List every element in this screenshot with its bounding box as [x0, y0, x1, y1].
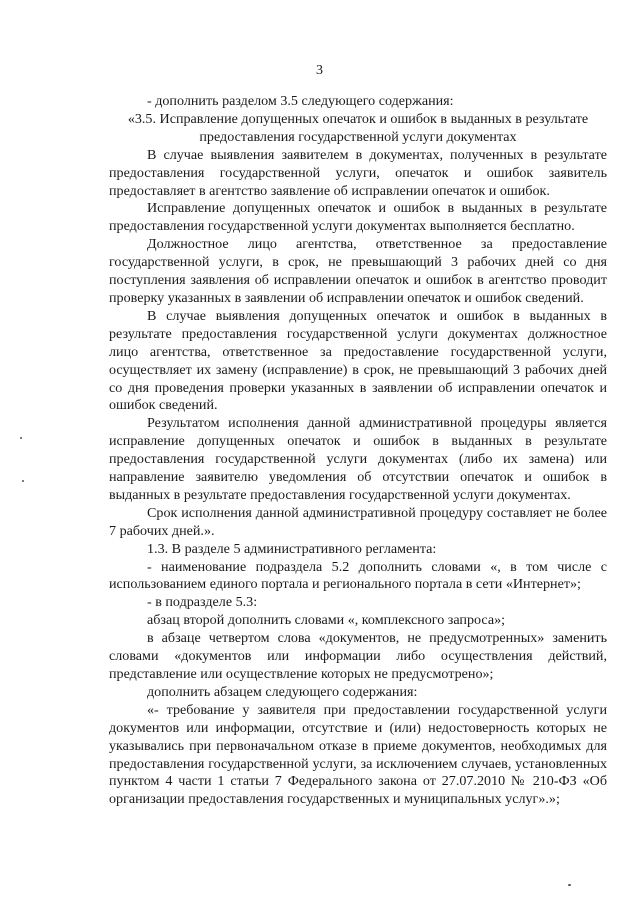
paragraph: - наименование подраздела 5.2 дополнить словами «, в том числе с использованием единого портала и регионального портала в сети «Интернет»; [109, 558, 607, 593]
paragraph: 1.3. В разделе 5 административного регламента: [147, 540, 437, 557]
paragraph: Результатом исполнения данной административной процедуры является исправление допущенных опечаток и ошибок в выданных в результате предоставления государственной услуги документах (либо их замена) или направление заявителю уведомления об отсутствии опечаток и ошибок в выданных в результате предоставления государственной услуги документах. [109, 415, 607, 503]
scan-speck [20, 437, 22, 439]
paragraph-intro: - дополнить разделом 3.5 следующего содержания: [147, 93, 454, 109]
paragraph: В случае выявления заявителем в документах, полученных в результате предоставления государственной услуги, опечаток и ошибок заявитель предоставляет в агентство заявление об исправлении опечаток и ошибок. [109, 146, 607, 199]
section-heading: «3.5. Исправление допущенных опечаток и ошибок в выданных в результате предоставления государственной услуги документах [127, 110, 589, 145]
paragraph: абзац второй дополнить словами «, комплексного запроса»; [147, 612, 506, 629]
page-number: 3 [316, 63, 323, 78]
scan-speck [568, 884, 571, 886]
paragraph: Должностное лицо агентства, ответственное за предоставление государственной услуги, в срок, не превышающий 3 рабочих дней со дня поступления заявления об исправлении опечаток и ошибок в агентство проводит проверку указанных в заявлении об исправлении опечаток и ошибок сведений. [109, 236, 607, 306]
paragraph: в абзаце четвертом слова «документов, не предусмотренных» заменить словами «документов или информации либо осуществления действий, представление или осуществление которых не предусмотрено»; [109, 630, 607, 682]
paragraph: Исправление допущенных опечаток и ошибок в выданных в результате предоставления государственной услуги документах выполняется бесплатно. [109, 200, 607, 235]
paragraph: В случае выявления допущенных опечаток и ошибок в выданных в результате предоставления государственной услуги документах должностное лицо агентства, ответственное за предоставление государственной услуги, осуществляет их замену (исправление) в срок, не превышающий 3 рабочих дней со дня проведения проверки указанных в заявлении об исправлении опечаток и ошибок сведений. [109, 307, 607, 414]
paragraph: дополнить абзацем следующего содержания: [147, 683, 418, 700]
paragraph: «- требование у заявителя при предоставлении государственной услуги документов или информации, отсутствие и (или) недостоверность которых не указывались при первоначальном отказе в приеме документов, необходимых для предоставления государственной услуги, за исключением случаев, установленных пунктом 4 части 1 статьи 7 Федерального закона от 27.07.2010 № 210-ФЗ «Об организации предоставления государственных и муниципальных услуг».»; [109, 701, 607, 808]
paragraph: Срок исполнения данной административной процедуру составляет не более 7 рабочих дней.». [109, 504, 607, 539]
scan-speck [22, 480, 24, 482]
paragraph: - в подразделе 5.3: [147, 594, 258, 611]
document-body [109, 93, 607, 809]
